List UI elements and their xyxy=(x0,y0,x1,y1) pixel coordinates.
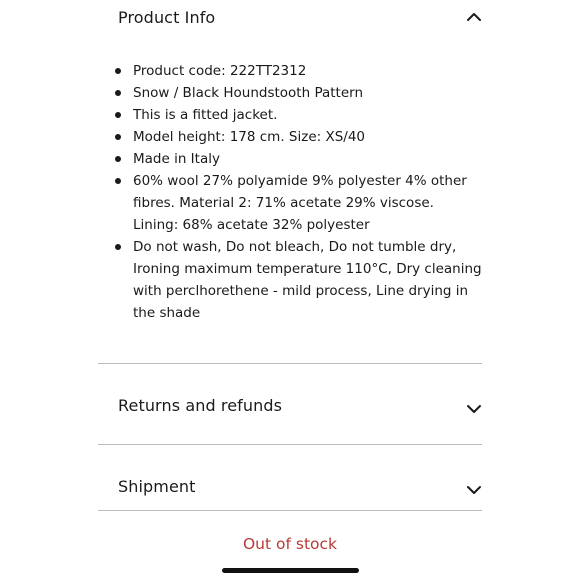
list-item: Made in Italy xyxy=(112,148,482,170)
shipment-toggle[interactable] xyxy=(118,474,482,498)
divider xyxy=(98,363,482,364)
list-item: Product code: 222TT2312 xyxy=(112,60,482,82)
list-item: Do not wash, Do not bleach, Do not tumble dry, Ironing maximum temperature 110°C, Dry cleaning with perclhorethene - mild process, Line drying in the shade xyxy=(112,236,482,324)
list-item: 60% wool 27% polyamide 9% polyester 4% other fibres. Material 2: 71% acetate 29% viscose. Lining: 68% acetate 32% polyester xyxy=(112,170,482,236)
stock-status: Out of stock xyxy=(242,535,338,553)
product-info-list xyxy=(112,60,482,324)
list-item: Snow / Black Houndstooth Pattern xyxy=(112,82,482,104)
chevron-down-icon[interactable] xyxy=(466,482,482,498)
list-item: This is a fitted jacket. xyxy=(112,104,482,126)
divider xyxy=(98,444,482,445)
returns-title: Returns and refunds xyxy=(118,395,283,415)
chevron-down-icon[interactable] xyxy=(466,401,482,417)
returns-toggle[interactable] xyxy=(118,393,482,417)
shipment-title: Shipment xyxy=(118,476,196,496)
home-indicator[interactable] xyxy=(222,568,359,573)
divider xyxy=(98,510,482,511)
chevron-up-icon[interactable] xyxy=(466,9,482,25)
product-info-toggle[interactable] xyxy=(118,6,482,28)
list-item: Model height: 178 cm. Size: XS/40 xyxy=(112,126,482,148)
product-info-title: Product Info xyxy=(118,7,216,27)
